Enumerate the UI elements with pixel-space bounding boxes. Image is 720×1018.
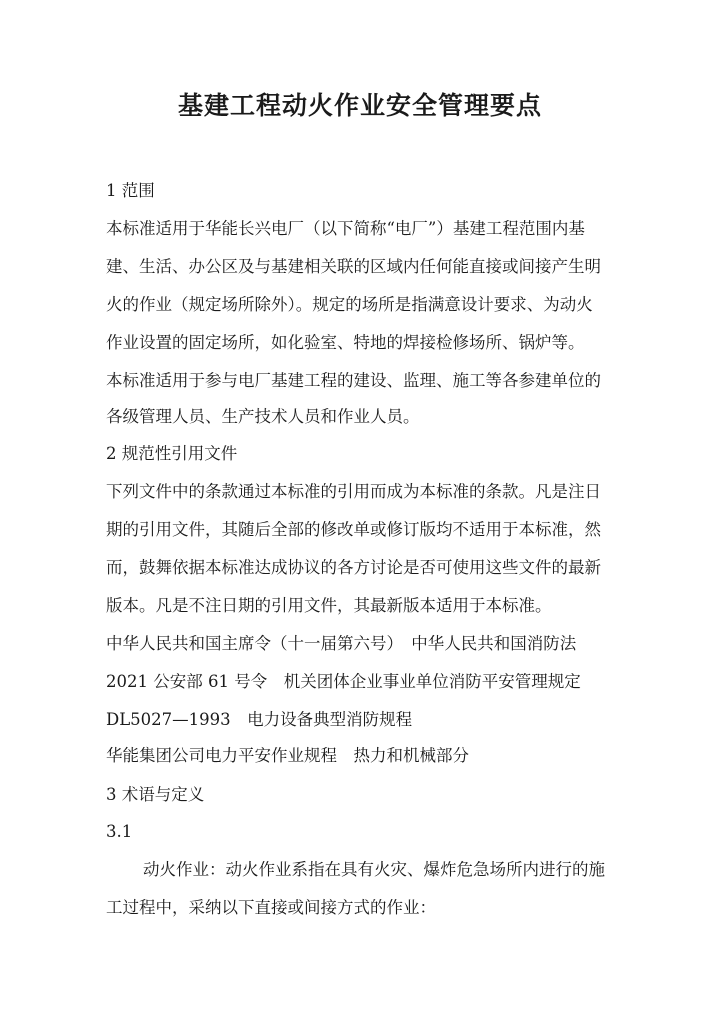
reference-item: 华能集团公司电力平安作业规程 热力和机械部分 [106, 746, 469, 765]
paragraph-line: 版本。凡是不注日期的引用文件，其最新版本适用于本标准。 [106, 596, 552, 615]
paragraph-line: 作业设置的固定场所，如化验室、特地的焊接检修场所、锅炉等。 [106, 333, 585, 352]
reference-item: 2021 公安部 61 号令 机关团体企业事业单位消防平安管理规定 [106, 672, 581, 691]
paragraph-line: 火的作业（规定场所除外）。规定的场所是指满意设计要求、为动火 [106, 295, 593, 314]
paragraph-line: 动火作业：动火作业系指在具有火灾、爆炸危急场所内进行的施 [143, 860, 605, 879]
section-heading-scope: 1 范围 [106, 181, 155, 200]
paragraph-line: 本标准适用于参与电厂基建工程的建设、监理、施工等各参建单位的 [106, 371, 601, 390]
paragraph-line: 各级管理人员、生产技术人员和作业人员。 [106, 407, 420, 426]
section-heading-references: 2 规范性引用文件 [106, 444, 238, 463]
subsection-number: 3.1 [106, 822, 133, 841]
paragraph-line: 工过程中，采纳以下直接或间接方式的作业： [106, 898, 436, 917]
section-heading-terms: 3 术语与定义 [106, 785, 205, 804]
paragraph-line: 建、生活、办公区及与基建相关联的区域内任何能直接或间接产生明 [106, 257, 601, 276]
page-title: 基建工程动火作业安全管理要点 [177, 91, 542, 120]
reference-item: 中华人民共和国主席令（十一届第六号） 中华人民共和国消防法 [106, 634, 577, 653]
paragraph-line: 本标准适用于华能长兴电厂（以下简称“电厂”）基建工程范围内基 [106, 219, 585, 238]
paragraph-line: 下列文件中的条款通过本标准的引用而成为本标准的条款。凡是注日 [106, 482, 601, 501]
reference-item: DL5027—1993 电力设备典型消防规程 [106, 710, 413, 729]
paragraph-line: 期的引用文件，其随后全部的修改单或修订版均不适用于本标准，然 [106, 520, 601, 539]
paragraph-line: 而，鼓舞依据本标准达成协议的各方讨论是否可使用这些文件的最新 [106, 558, 601, 577]
